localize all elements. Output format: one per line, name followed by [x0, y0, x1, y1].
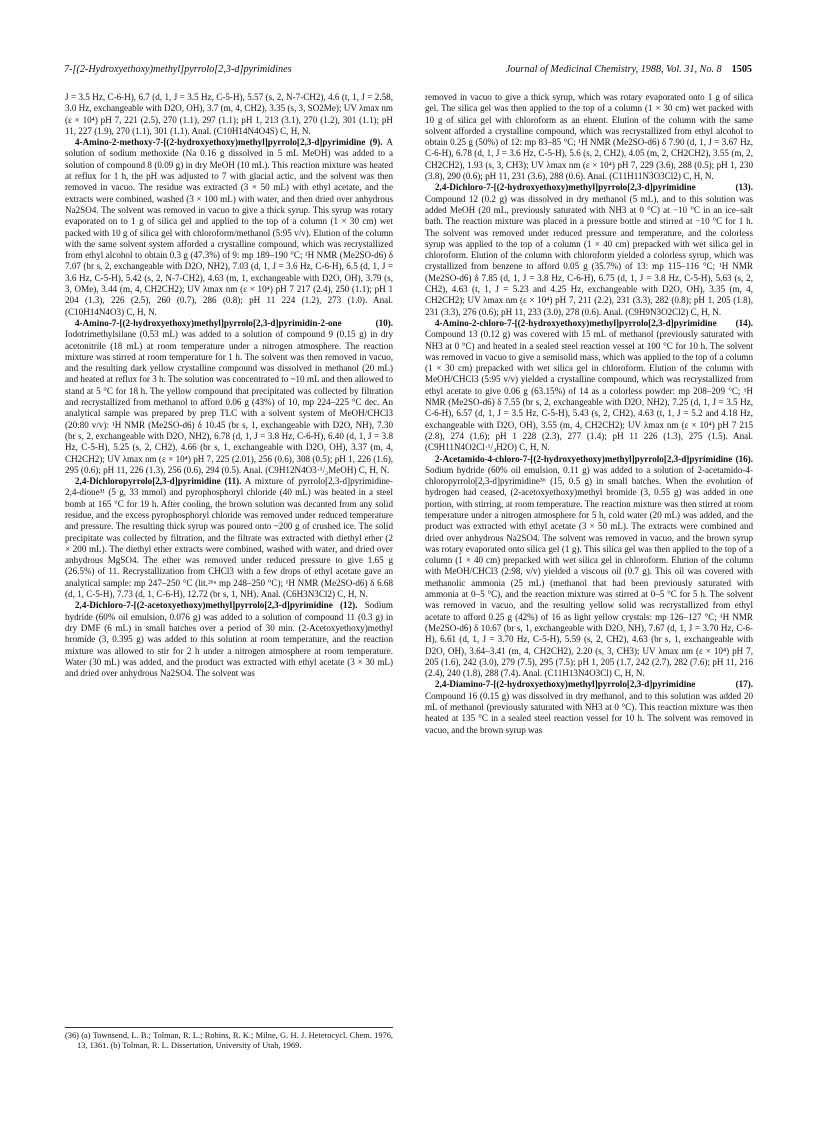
page-number: 1505	[731, 64, 752, 75]
footnote-divider	[65, 1027, 393, 1028]
paragraph	[425, 679, 753, 735]
paragraph	[65, 92, 393, 137]
paragraph	[425, 318, 753, 454]
paragraph-heading: 2-Acetamido-4-chloro-7-[(2-hydroxyethoxy)methyl]pyrrolo[2,3-d]pyrimidine (16).	[435, 453, 753, 464]
paragraph-heading: 2,4-Dichloro-7-[(2-hydroxyethoxy)methyl]pyrrolo[2,3-d]pyrimidine (13).	[435, 182, 753, 193]
paragraph	[65, 137, 393, 318]
paragraph	[65, 600, 393, 679]
journal-info	[506, 64, 752, 75]
paragraph-heading: 2,4-Dichloro-7-[(2-acetoxyethoxy)methyl]pyrrolo[2,3-d]pyrimidine (12).	[75, 600, 358, 611]
footnotes	[65, 1031, 393, 1051]
paragraph-text: A solution of sodium methoxide (Na 0.16 g dissolved in 5 mL MeOH) was added to a solution of compound 8 (0.09 g) in dry MeOH (10 mL). This reaction mixture was heated at reflux for 1 h, the pH was adjusted to 7 with glacial actic, and the solvent was then removed in vacuo. The residue was extracted (3 × 50 mL) with ethyl acetate, and the extracts were combined, washed (3 × 100 mL) with water, and then dried over anhydrous Na2SO4. The solvent was removed in vacuo to give a thick syrup. This syrup was rotary evaporated on to 1 g of silica gel and applied to the top of a column (1 × 30 cm) wet packed with 10 g of silica gel with chloroform/methanol (5:95 v/v). Elution of the column with the same solvent system afforded a crystalline compound, which was recrystallized from ethyl alcohol to obtain 0.3 g (47.3%) of 9: mp 189–190 °C; ¹H NMR (Me2SO-d6) δ 7.07 (br s, 2, exchangeable with D2O, NH2), 7.03 (d, 1, J = 3.6 Hz, C-6-H), 6.5 (d, 1, J = 3.6 Hz, C-5-H), 5.42 (s, 2, N-7-CH2), 4.63 (m, 1, exchangeable with D2O, OH), 3.79 (s, 3, OMe), 3.44 (m, 4, CH2CH2); UV λmax nm (ε × 10⁴) pH 7 217 (2.4), 250 (1.1); pH 1 204 (1.3), 226 (2.5), 260 (0.7), 286 (0.8); pH 11 224 (1.2), 273 (1.0). Anal. (C10H14N4O3) C, H, N.	[65, 137, 393, 317]
paragraph-heading: 2,4-Diamino-7-[(2-hydroxyethoxy)methyl]pyrrolo[2,3-d]pyrimidine (17).	[435, 679, 753, 690]
running-title: 7-[(2-Hydroxyethoxy)methyl]pyrrolo[2,3-d]pyrimidines	[64, 64, 292, 75]
running-header	[64, 64, 752, 80]
paragraph-text: Compound 13 (0.12 g) was covered with 15 mL of methanol (previously saturated with NH3 at 0 °C) and heated in a sealed steel reaction vessel at 100 °C for 10 h. The solvent was removed in vacuo to give a semisolid mass, which was applied to the top of a column (1 × 30 cm) prepacked with wet silica gel in chloroform. Elution of the column with MeOH/CHCl3 (5:95 v/v) yielded a crystalline compound, which was recrystallized from ethyl acetate to give 0.06 g (63.15%) of 14 as a colorless powder: mp 208–209 °C; ¹H NMR (Me2SO-d6) δ 7.55 (br s, 2, exchangeable with D2O, NH2), 7.25 (d, 1, J = 3.5 Hz, C-6-H), 6.57 (d, 1, J = 3.5 Hz, C-5-H), 5.43 (s, 2, CH2), 4.63 (t, 1, J = 5.2 and 4.18 Hz, exchangeable with D2O, OH), 3.55 (m, 4, CH2CH2); UV λmax nm (ε × 10⁴) pH 7 215 (2.8), 274 (1.6); pH 1 228 (2.3), 277 (1.4); pH 11 226 (1.3), 275 (1.5). Anal. (C9H11N4O2Cl·¹/₄H2O) C, H, N.	[425, 329, 753, 453]
paragraph	[65, 476, 393, 600]
paragraph-heading: 4-Amino-2-methoxy-7-[(2-hydroxyethoxy)methyl]pyrrolo[2,3-d]pyrimidine (9).	[75, 137, 383, 148]
right-column	[425, 92, 753, 1068]
journal-citation: Journal of Medicinal Chemistry, 1988, Vol. 31, No. 8	[505, 64, 722, 75]
paragraph	[425, 182, 753, 318]
paragraph-text: Compound 16 (0.15 g) was dissolved in dry methanol, and to this solution was added 20 mL of methanol (previously saturated with NH3 at 0 °C). This reaction mixture was then heated at 135 °C in a sealed steel reaction vessel for 10 h. The solvent was removed in vacuo, and the brown syrup was	[425, 690, 753, 735]
left-column	[65, 92, 393, 1017]
paragraph-text: A mixture of pyrrolo[2,3-d]pyrimidine-2,4-dione³¹ (5 g, 33 mmol) and pyrophosphoryl chloride (40 mL) was heated in a steel bomb at 165 °C for 19 h. After cooling, the brown solution was decanted from any solid residue, and the excess pyrophosphoryl chloride was removed under reduced temperature and pressure. The resulting thick syrup was poured onto ~200 g of crushed ice. The solid precipitate was collected by filtration, and the filtrate was extracted with diethyl ether (2 × 200 mL). The diethyl ether extracts were combined, washed with water, and dried over anhydrous MgSO4. The ether was removed under reduced pressure to give 1.65 g (26.5%) of 11. Recrystallization from CHCl3 with a few drops of ethyl acetate gave an analytical sample: mp 247–250 °C (lit.²⁶ᵃ mp 248–250 °C); ¹H NMR (Me2SO-d6) δ 6.68 (d, 1, C-5-H), 7.73 (d, 1, C-6-H), 12.72 (br s, 1, NH). Anal. (C6H3N3Cl2) C, H, N.	[65, 476, 393, 600]
paragraph-heading: 4-Amino-7-[(2-hydroxyethoxy)methyl]pyrrolo[2,3-d]pyrimidin-2-one (10).	[75, 317, 393, 328]
paragraph-text: removed in vacuo to give a thick syrup, which was rotary evaporated onto 1 g of silica gel. The silica gel was then applied to the top of a column (1 × 30 cm) wet packed with 10 g of silica gel with chloroform as an eluent. Elution of the column with the same solvent afforded a crystalline compound, which was recrystallized from ethyl alcohol to obtain 0.25 g (50%) of 12: mp 83–85 °C; ¹H NMR (Me2SO-d6) δ 7.90 (d, 1, J = 3.67 Hz, C-6-H), 6.78 (d, 1, J = 3.6 Hz, C-5-H), 5.6 (s, 2, CH2), 4.05 (m, 2, CH2CH2), 3.55 (m, 2, CH2CH2), 1.93 (s, 3, CH3); UV λmax nm (ε × 10⁴) pH 7, 229 (3.6), 288 (0.5); pH 1, 230 (3.8), 290 (0.6); pH 11, 231 (3.6), 288 (0.6). Anal. (C11H11N3O3Cl2) C, H, N.	[425, 92, 753, 182]
paragraph-heading: 2,4-Dichloropyrrolo[2,3-d]pyrimidine (11).	[75, 476, 242, 487]
paragraph-text: Iodotrimethylsilane (0.53 mL) was added to a solution of compound 9 (0.15 g) in dry acetonitrile (18 mL) at room temperature under a nitrogen atmosphere. The reaction mixture was stirred at room temperature for 1 h. The solvent was then removed in vacuo, and the resulting dark yellow crystalline compound was dissolved in methanol (20 mL) and heated at reflux for 3 h. The solution was concentrated to ~10 mL and then allowed to stand at 5 °C for 18 h. The yellow compound that precipitated was collected by filtration and recrystallized from methanol to afford 0.06 g (43%) of 10, mp 224–225 °C dec. An analytical sample was prepared by prep TLC with a solvent system of MeOH/CHCl3 (20:80 v/v): ¹H NMR (Me2SO-d6) δ 10.45 (br s, 1, exchangeable with D2O, NH), 7.30 (br s, 2, exchangeable with D2O, NH2), 6.78 (d, 1, J = 3.8 Hz, C-6-H), 6.40 (d, 1, J = 3.8 Hz, C-5-H), 5.25 (s, 2, CH2), 4.66 (br s, 1, exchangeable with D2O, OH), 3.37 (m, 4, CH2CH2); UV λmax nm (ε × 10⁴) pH 7, 225 (2.01), 256 (0.6), 308 (0.5); pH 1, 226 (1.6), 295 (0.6); pH 11, 226 (1.3), 256 (0.6), 294 (0.5). Anal. (C9H12N4O3·¹/₂MeOH) C, H, N.	[65, 329, 393, 475]
paragraph	[65, 318, 393, 476]
paragraph-heading: 4-Amino-2-chloro-7-[(2-hydroxyethoxy)methyl]pyrrolo[2,3-d]pyrimidine (14).	[435, 317, 753, 328]
footnote-36: (36) (a) Townsend, L. B.; Tolman, R. L.; Robins, R. K.; Milne, G. H. J. Heterocycl. Chem. 1976, 13, 1361. (b) Tolman, R. L. Dissertation, University of Utah, 1969.	[65, 1031, 393, 1051]
paragraph	[425, 454, 753, 680]
paragraph	[425, 92, 753, 182]
paragraph-text: Compound 12 (0.2 g) was dissolved in dry methanol (5 mL), and to this solution was added MeOH (20 mL, previously saturated with NH3 at 0 °C) at −10 °C in an ice–salt bath. The reaction mixture was placed in a pressure bottle and stirred at −10 °C for 1 h. The solvent was removed under reduced pressure and temperature, and the colorless syrup was applied to the top of a column (1 × 40 cm) prepacked with wet silica gel in chloroform. Elution of the column with chloroform yielded a colorless syrup, which was crystallized from benzene to afford 0.05 g (35.7%) of 13: mp 115–116 °C; ¹H NMR (Me2SO-d6) δ 7.85 (d, 1, J = 3.8 Hz, C-6-H), 6.75 (d, 1, J = 3.8 Hz, C-5-H), 5.63 (s, 2, CH2), 4.63 (t, 1, J = 5.23 and 4.25 Hz, exchangeable with D2O, OH), 3.35 (m, 4, CH2CH2); UV λmax nm (ε × 10⁴) pH 7, 211 (2.2), 231 (3.3), 282 (0.8); pH 1, 205 (1.8), 231 (3.3), 276 (0.6); pH 11, 233 (3.0), 278 (0.6). Anal. (C9H9N3O2Cl2) C, H, N.	[425, 193, 753, 317]
paragraph-text: Sodium hydride (60% oil emulsion, 0.076 g) was added to a solution of compound 11 (0.3 g) in dry DMF (6 mL) in small batches over a period of 30 min. (2-Acetoxyethoxy)methyl bromide (3, 0.395 g) was added to this solution at room temperature, and the reaction mixture was allowed to stir for 2 h under a nitrogen atmosphere at room temperature. Water (30 mL) was added, and the product was extracted with ethyl acetate (3 × 30 mL) and dried over anhydrous Na2SO4. The solvent was	[65, 600, 393, 679]
paragraph-text: J = 3.5 Hz, C-6-H), 6.7 (d, 1, J = 3.5 Hz, C-5-H), 5.57 (s, 2, N-7-CH2), 4.6 (t, 1, J = 2.58, 3.0 Hz, exchangeable with D2O, OH), 3.7 (m, 4, CH2), 3.35 (s, 3, SO2Me); UV λmax nm (ε × 10⁴) pH 7, 221 (2.5), 270 (1.1), 297 (1.1); pH 1, 213 (3.1), 270 (1.2), 301 (1.1); pH 11, 227 (1.9), 270 (1.1), 301 (1.1). Anal. (C10H14N4O4S) C, H, N.	[65, 92, 393, 136]
paragraph-text: Sodium hydride (60% oil emulsion, 0.11 g) was added to a solution of 2-acetamido-4-chloropyrrolo[2,3-d]pyrimidine³⁶ (15, 0.5 g) in small batches. When the evolution of hydrogen had ceased, (2-acetoxyethoxy)methyl bromide (3, 0.55 g) was added in one portion, with stirring, at room temperature. The reaction mixture was then stirred at room temperature under a nitrogen atmosphere for 5 h, cold water (20 mL) was added, and the product was extracted with ethyl acetate (3 × 50 mL). The extracts were combined and dried over anhydrous Na2SO4. The solvent was removed in vacuo, and the brown syrup was rotary evaporated onto silica gel (1 g). This silica gel was then applied to the top of a column (1 × 40 cm) prepacked with wet silica gel in chloroform. Elution of the column with MeOH/CHCl3 (2:98, v/v) yielded a viscous oil (0.7 g). This oil was covered with methanolic ammonia (25 mL) (methanol that had been previously saturated with ammonia at 0–5 °C), and the reaction mixture was stirred at 0–5 °C for 5 h. The solvent was removed in vacuo, and the resulting yellow solid was recrystallized from ethyl acetate to afford 0.25 g (42%) of 16 as light yellow crystals: mp 126–127 °C; ¹H NMR (Me2SO-d6) δ 10.67 (br s, 1, exchangeable with D2O, NH), 7.67 (d, 1, J = 3.70 Hz, C-6-H), 6.61 (d, 1, J = 3.70 Hz, C-5-H), 5.59 (s, 2, CH2), 4.63 (br s, 1, exchangeable with D2O, OH), 3.64–3.41 (m, 4, CH2CH2), 2.20 (s, 3, CH3); UV λmax nm (ε × 10⁴) pH 7, 205 (1.6), 242 (3.0), 279 (7.5), 295 (7.5); pH 1, 205 (1.7, 242 (2.7), 282 (7.6); pH 11, 216 (2.4), 240 (1.8), 288 (7.4). Anal. (C11H13N4O3Cl) C, H, N.	[425, 464, 753, 679]
